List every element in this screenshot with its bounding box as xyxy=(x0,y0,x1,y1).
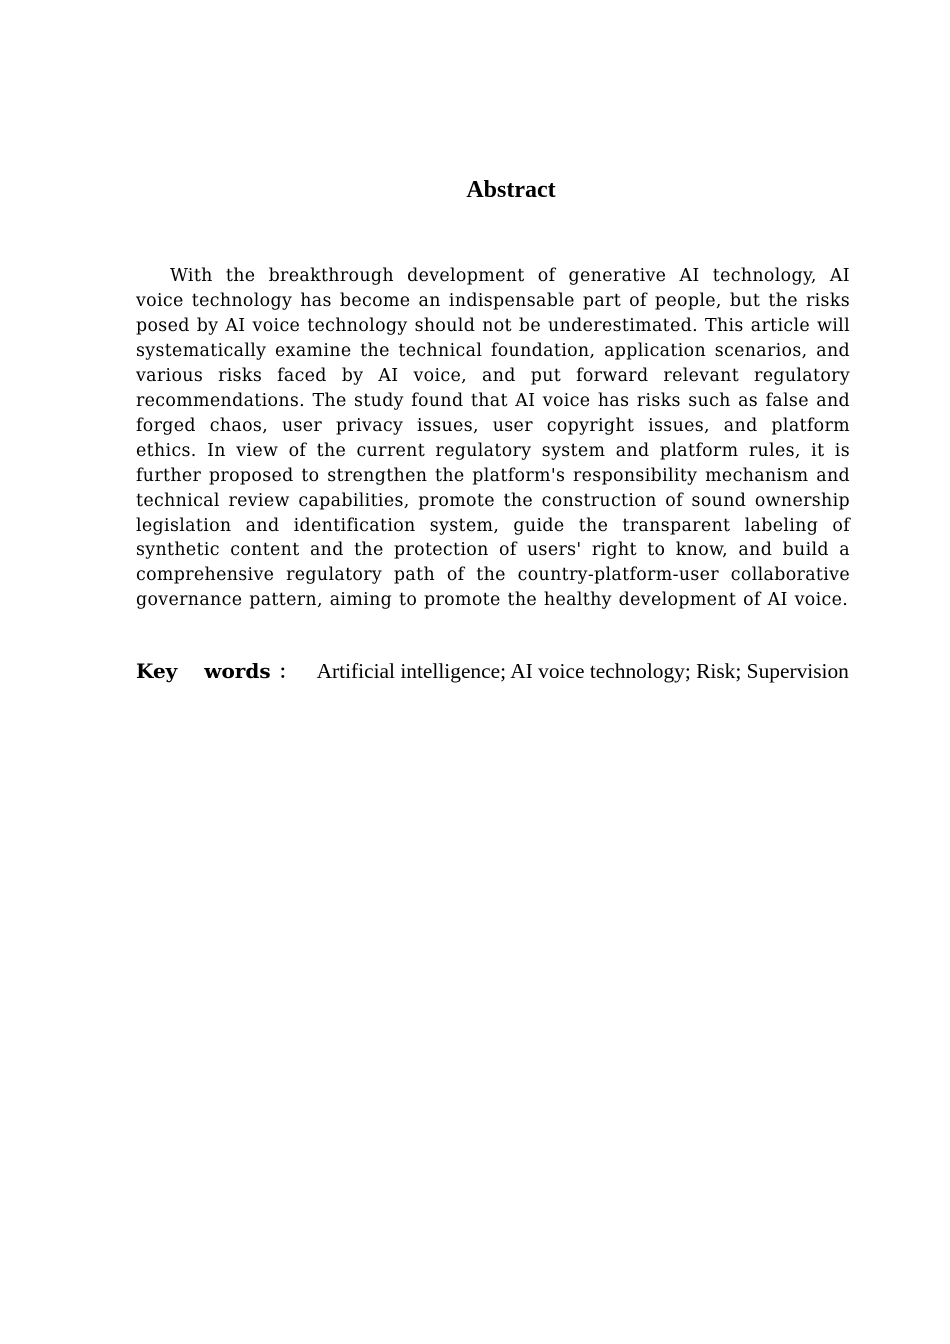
keywords-text: Artificial intelligence; AI voice technology; Risk; Supervision xyxy=(316,659,849,683)
abstract-body: With the breakthrough development of generative AI technology, AI voice technology has become an indispensable part of people, but the risks posed by AI voice technology should not be underestimated. This article will systematically examine the technical foundation, application scenarios, and various risks faced by AI voice, and put forward relevant regulatory recommendations. The study found that AI voice has risks such as false and forged chaos, user privacy issues, user copyright issues, and platform ethics. In view of the current regulatory system and platform rules, it is further proposed to strengthen the platform's responsibility mechanism and technical review capabilities, promote the construction of sound ownership legislation and identification system, guide the transparent labeling of synthetic content and the protection of users' right to know, and build a comprehensive regulatory path of the country-platform-user collaborative governance pattern, aiming to promote the healthy development of AI voice. xyxy=(136,266,850,611)
keywords-line xyxy=(136,647,850,697)
abstract-title: Abstract xyxy=(466,177,556,203)
keywords-label: Key words xyxy=(136,659,271,683)
keywords-separator: ： xyxy=(278,662,297,683)
